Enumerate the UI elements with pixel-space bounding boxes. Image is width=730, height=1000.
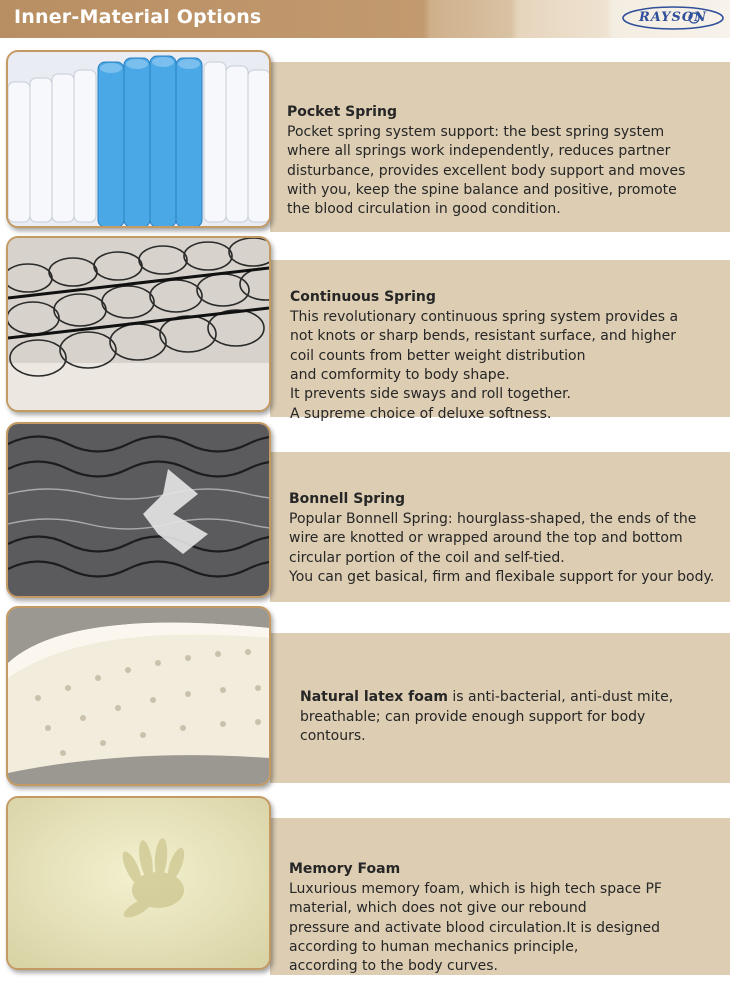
memory-foam-image <box>6 796 271 970</box>
latex-foam-image <box>6 606 271 786</box>
pocket-spring-description: Pocket spring system support: the best spring system where all springs work independently, reduces partner disturbance, provides excellent body support and moves with you, keep the spine balance and positive, promote the blood circulation in good condition. <box>287 123 686 218</box>
brand-logo <box>620 4 726 32</box>
continuous-spring-image <box>6 236 271 412</box>
continuous-spring-description: This revolutionary continuous spring system provides a not knots or sharp bends, resistant surface, and higher coil counts from better weight distribution and comformity to body shape. It prevents side sways and roll together. A supreme choice of deluxe softness. <box>290 308 679 422</box>
latex-foam-text <box>300 669 728 747</box>
pocket-spring-text <box>287 84 727 220</box>
memory-foam-description: Luxurious memory foam, which is high tech space PF material, which does not give our rebound pressure and activate blood circulation.It is designed according to human mechanics principle, according to the body curves. <box>289 880 662 975</box>
page-title: Inner-Material Options <box>14 6 262 28</box>
page-header <box>0 0 730 38</box>
pocket-spring-title: Pocket Spring <box>287 104 397 121</box>
bonnell-spring-title: Bonnell Spring <box>289 491 405 508</box>
logo-text: RAYSON <box>638 10 708 25</box>
latex-foam-description: is anti-bacterial, anti-dust mite, breathable; can provide enough support for body contours. <box>300 689 674 745</box>
continuous-spring-title: Continuous Spring <box>290 289 436 306</box>
memory-foam-title: Memory Foam <box>289 861 401 878</box>
bonnell-spring-image <box>6 422 271 598</box>
pocket-spring-image <box>6 50 271 228</box>
latex-foam-title: Natural latex foam <box>300 689 448 706</box>
memory-foam-text <box>289 841 729 977</box>
bonnell-spring-description: Popular Bonnell Spring: hourglass-shaped, the ends of the wire are knotted or wrapped around the top and bottom circular portion of the coil and self-tied. You can get basical, firm and flexibale support for your body. <box>289 510 715 586</box>
bonnell-spring-text <box>289 471 729 587</box>
continuous-spring-text <box>290 269 728 424</box>
